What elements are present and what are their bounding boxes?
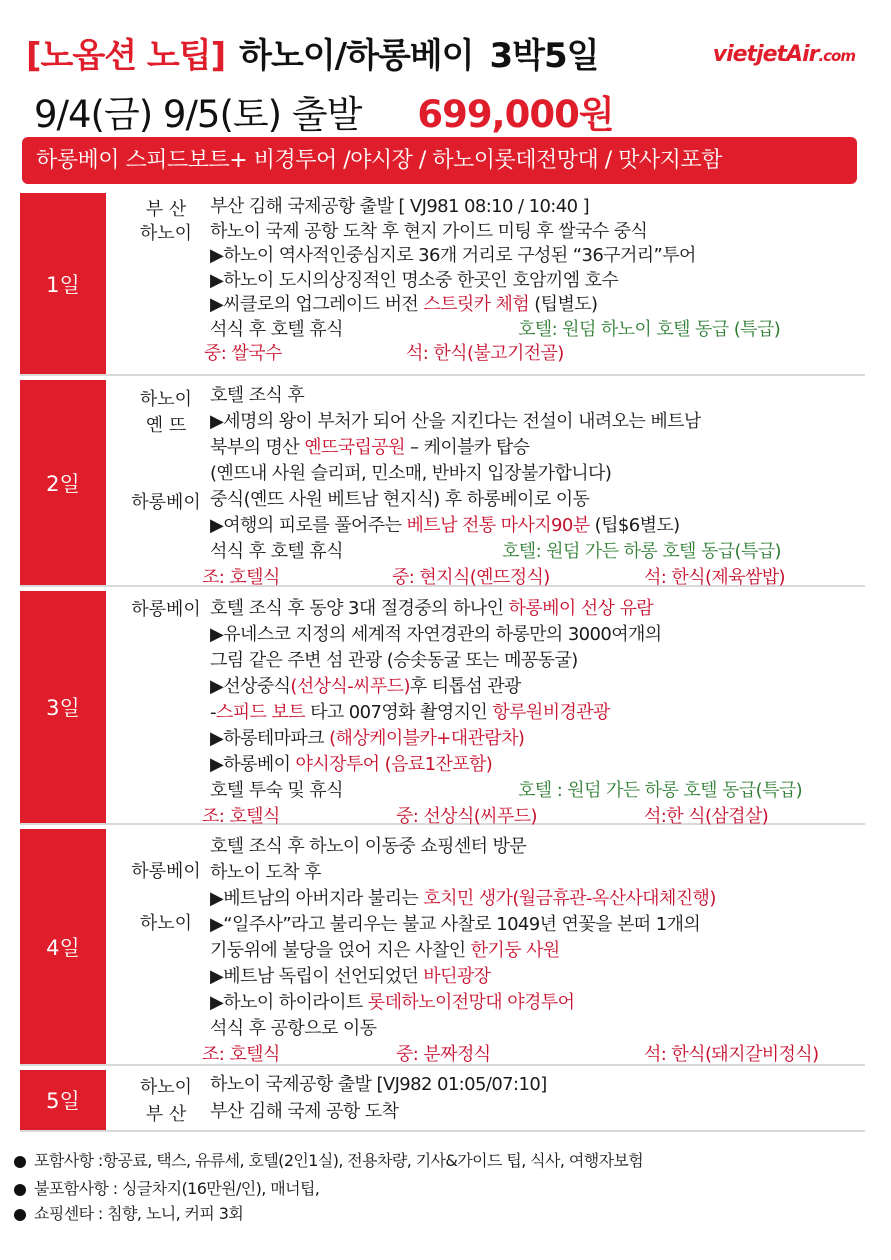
header — [0, 0, 891, 190]
bullet-icon — [14, 1209, 26, 1221]
schedule-line — [202, 805, 860, 829]
schedule-line — [210, 675, 521, 699]
place-name: 옌 뜨 — [145, 415, 187, 436]
note-text: 포함사항 :항공료, 택스, 유류세, 호텔(2인1실), 전용차량, 기사&가이드 팁, 식사, 여행자보험 — [34, 1151, 644, 1170]
schedule-text: ▶하노이 하이라이트 — [210, 992, 368, 1013]
schedule-text: ▶여행의 피로를 풀어주는 — [210, 515, 407, 536]
schedule-text: 호텔 조식 후 동양 3대 절경중의 하나인 — [210, 598, 509, 619]
schedule-line — [202, 566, 860, 590]
schedule-line — [210, 649, 578, 673]
schedule-text: (팁$6별도) — [589, 515, 680, 536]
schedule-line — [210, 623, 662, 647]
schedule-text: 하노이 국제공항 출발 [VJ982 01:05/07:10] — [210, 1074, 547, 1095]
schedule-line — [210, 269, 618, 293]
day-label: 4일 — [20, 829, 106, 1064]
schedule-line — [210, 861, 321, 885]
highlight-text: 조: 호텔식 — [202, 806, 280, 827]
place-name: 하노이 — [139, 223, 193, 244]
highlight-text: 석:한 식(삼겹살) — [644, 806, 769, 827]
highlight-text: (해상케이블카+대관람차) — [329, 728, 525, 749]
highlight-text: 석: 한식(돼지갈비정식) — [644, 1044, 819, 1065]
schedule-line — [202, 1043, 860, 1067]
day-row — [20, 1070, 865, 1132]
schedule-text: ▶하롱테마파크 — [210, 728, 330, 749]
schedule-line — [210, 1017, 376, 1041]
day-label: 1일 — [20, 193, 106, 374]
schedule-text: 하노이 국제 공항 도착 후 현지 가이드 미팅 후 쌀국수 중식 — [210, 220, 648, 242]
schedule-text: (팁별도) — [529, 294, 598, 315]
schedule-text: ▶베트남의 아버지라 불리는 — [210, 888, 424, 909]
schedule-text: 타고 007영화 촬영지인 — [304, 702, 493, 723]
day-row — [20, 829, 865, 1066]
schedule-line — [210, 597, 653, 621]
schedule-line — [210, 835, 526, 859]
highlight-text: 베트남 전통 마사지90분 — [406, 515, 590, 536]
note-text: 불포함사항 : 싱글차지(16만원/인), 매너팁, — [34, 1179, 320, 1198]
schedule-line — [210, 779, 860, 803]
place-name: 하롱베이 — [131, 492, 201, 513]
highlight-text: 바딘광장 — [423, 966, 491, 987]
schedule-line — [210, 540, 860, 564]
highlight-text: 항루원비경관광 — [492, 702, 610, 723]
schedule-text: 후 티톱섬 관광 — [409, 676, 521, 697]
schedule-text: 그림 같은 주변 섬 관광 (승솟동굴 또는 메꽁동굴) — [210, 650, 578, 671]
highlight-text: 중: 선상식(씨푸드) — [396, 806, 537, 827]
highlight-text: 옌뜨국립공원 — [304, 437, 405, 458]
schedule-text: 호텔 조식 후 하노이 이동중 쇼핑센터 방문 — [210, 836, 527, 857]
place-name: 하노이 — [139, 389, 193, 410]
schedule-text: – 케이블카 탑승 — [404, 437, 530, 458]
duration-label: 3박5일 — [489, 36, 599, 76]
schedule-text: 석식 후 호텔 휴식 — [210, 541, 343, 562]
highlight-text: 중: 현지식(옌뜨정식) — [392, 567, 550, 588]
highlight-text: 조: 호텔식 — [202, 1044, 280, 1065]
highlight-text: 석: 한식(불고기전골) — [406, 343, 564, 364]
bullet-icon — [14, 1156, 26, 1168]
schedule-line — [210, 887, 716, 911]
schedule-line — [210, 384, 304, 408]
highlight-text: 하롱베이 선상 유람 — [508, 598, 654, 619]
place-name: 부 산 — [145, 199, 187, 220]
highlight-text: (선상식-씨푸드) — [290, 676, 410, 697]
no-option-tag: [노옵션 노팁] — [26, 36, 226, 76]
highlights-banner: 하롱베이 스피드보트+ 비경투어 /야시장 / 하노이롯데전망대 / 맛사지포함 — [22, 137, 857, 184]
hotel-info: 호텔 : 원덤 가든 하롱 호텔 동급(특급) — [518, 780, 803, 801]
schedule-text: ▶베트남 독립이 선언되었던 — [210, 966, 424, 987]
departure-line — [34, 84, 614, 138]
highlight-text: 스피드 보트 — [215, 702, 305, 723]
schedule-line — [210, 965, 490, 989]
schedule-line — [210, 318, 860, 342]
schedule-line — [210, 436, 529, 460]
schedule-text: 부산 김해 국제공항 출발 [ VJ981 08:10 / 10:40 ] — [210, 196, 590, 217]
schedule-text: 하노이 도착 후 — [210, 862, 321, 883]
schedule-line — [210, 488, 589, 512]
schedule-line — [210, 293, 597, 317]
schedule-text: 석식 후 호텔 휴식 — [210, 318, 343, 340]
note-item — [14, 1176, 319, 1199]
schedule-line — [210, 913, 700, 937]
schedule-text: 석식 후 공항으로 이동 — [210, 1018, 377, 1039]
place-name: 하노이 — [139, 913, 193, 934]
highlight-text: 야시장투어 (음료1잔포함) — [295, 754, 493, 775]
price: 699,000원 — [417, 93, 614, 136]
schedule-text: ▶하롱베이 — [210, 754, 296, 775]
schedule-line — [210, 1100, 398, 1124]
day-label: 2일 — [20, 380, 106, 585]
schedule-line — [210, 727, 524, 751]
schedule-line — [210, 220, 647, 244]
schedule-line — [204, 342, 860, 366]
highlight-text: 중: 쌀국수 — [204, 343, 282, 364]
schedule-text: ▶선상중식 — [210, 676, 291, 697]
schedule-text: ▶씨클로의 업그레이드 버전 — [210, 294, 424, 315]
place-name: 부 산 — [145, 1104, 187, 1125]
schedule-text: ▶세명의 왕이 부처가 되어 산을 지킨다는 전설이 내려오는 베트남 — [210, 411, 701, 432]
schedule-line — [210, 939, 560, 963]
schedule-text: 호텔 조식 후 — [210, 385, 305, 406]
day-row — [20, 380, 865, 587]
destination-title: 하노이/하롱베이 — [239, 36, 474, 76]
schedule-text: 부산 김해 국제 공항 도착 — [210, 1101, 399, 1122]
schedule-line — [210, 991, 574, 1015]
place-name: 하노이 — [139, 1077, 193, 1098]
schedule-line — [210, 462, 611, 486]
vietjet-logo — [713, 42, 855, 67]
note-item — [14, 1201, 243, 1224]
highlight-text: 한기둥 사원 — [470, 940, 560, 961]
day-label: 3일 — [20, 591, 106, 823]
schedule-line — [210, 244, 696, 268]
schedule-text: 중식(옌뜨 사원 베트남 현지식) 후 하롱베이로 이동 — [210, 489, 590, 510]
schedule-text: (옌뜨내 사원 슬리퍼, 민소매, 반바지 입장불가합니다) — [210, 463, 612, 484]
highlight-text: 중: 분짜정식 — [396, 1044, 491, 1065]
day-row — [20, 591, 865, 825]
bullet-icon — [14, 1184, 26, 1196]
logo-wordmark: vietjetAir — [712, 42, 819, 67]
schedule-text: ▶하노이 역사적인중심지로 36개 거리로 구성된 “36구거리”투어 — [210, 245, 696, 266]
day-label: 5일 — [20, 1070, 106, 1130]
schedule-line — [210, 195, 589, 219]
hotel-info: 호텔: 원덤 가든 하롱 호텔 동급(특급) — [502, 541, 781, 562]
schedule-line — [210, 410, 701, 434]
schedule-line — [210, 514, 680, 538]
day-row — [20, 193, 865, 376]
hotel-info: 호텔: 원덤 하노이 호텔 동급 (특급) — [518, 318, 781, 340]
logo-suffix: .com — [818, 47, 855, 65]
departure-dates: 9/4(금) 9/5(토) 출발 — [34, 93, 362, 136]
schedule-text: - — [210, 702, 216, 723]
schedule-line — [210, 701, 610, 725]
schedule-text: 기둥위에 불당을 얹어 지은 사찰인 — [210, 940, 471, 961]
schedule-text: ▶“일주사”라고 불리우는 불교 사찰로 1049년 연꽃을 본떠 1개의 — [210, 914, 701, 935]
schedule-text: ▶유네스코 지정의 세계적 자연경관의 하롱만의 3000여개의 — [210, 624, 662, 645]
highlight-text: 호치민 생가(월금휴관-옥산사대체진행) — [423, 888, 716, 909]
schedule-text: 북부의 명산 — [210, 437, 305, 458]
schedule-line — [210, 1073, 547, 1097]
highlight-text: 스트릿카 체험 — [423, 294, 530, 315]
place-name: 하롱베이 — [131, 861, 201, 882]
highlight-text: 석: 한식(제육쌈밥) — [644, 567, 785, 588]
highlight-text: 롯데하노이전망대 야경투어 — [367, 992, 575, 1013]
schedule-text: ▶하노이 도시의상징적인 명소중 한곳인 호암끼엠 호수 — [210, 269, 619, 291]
schedule-line — [210, 753, 492, 777]
page-title — [26, 28, 598, 77]
note-text: 쇼핑센타 : 침향, 노니, 커피 3회 — [34, 1204, 244, 1223]
note-item — [14, 1148, 643, 1171]
highlight-text: 조: 호텔식 — [202, 567, 280, 588]
place-name: 하롱베이 — [131, 599, 201, 620]
schedule-text: 호텔 투숙 및 휴식 — [210, 780, 343, 801]
